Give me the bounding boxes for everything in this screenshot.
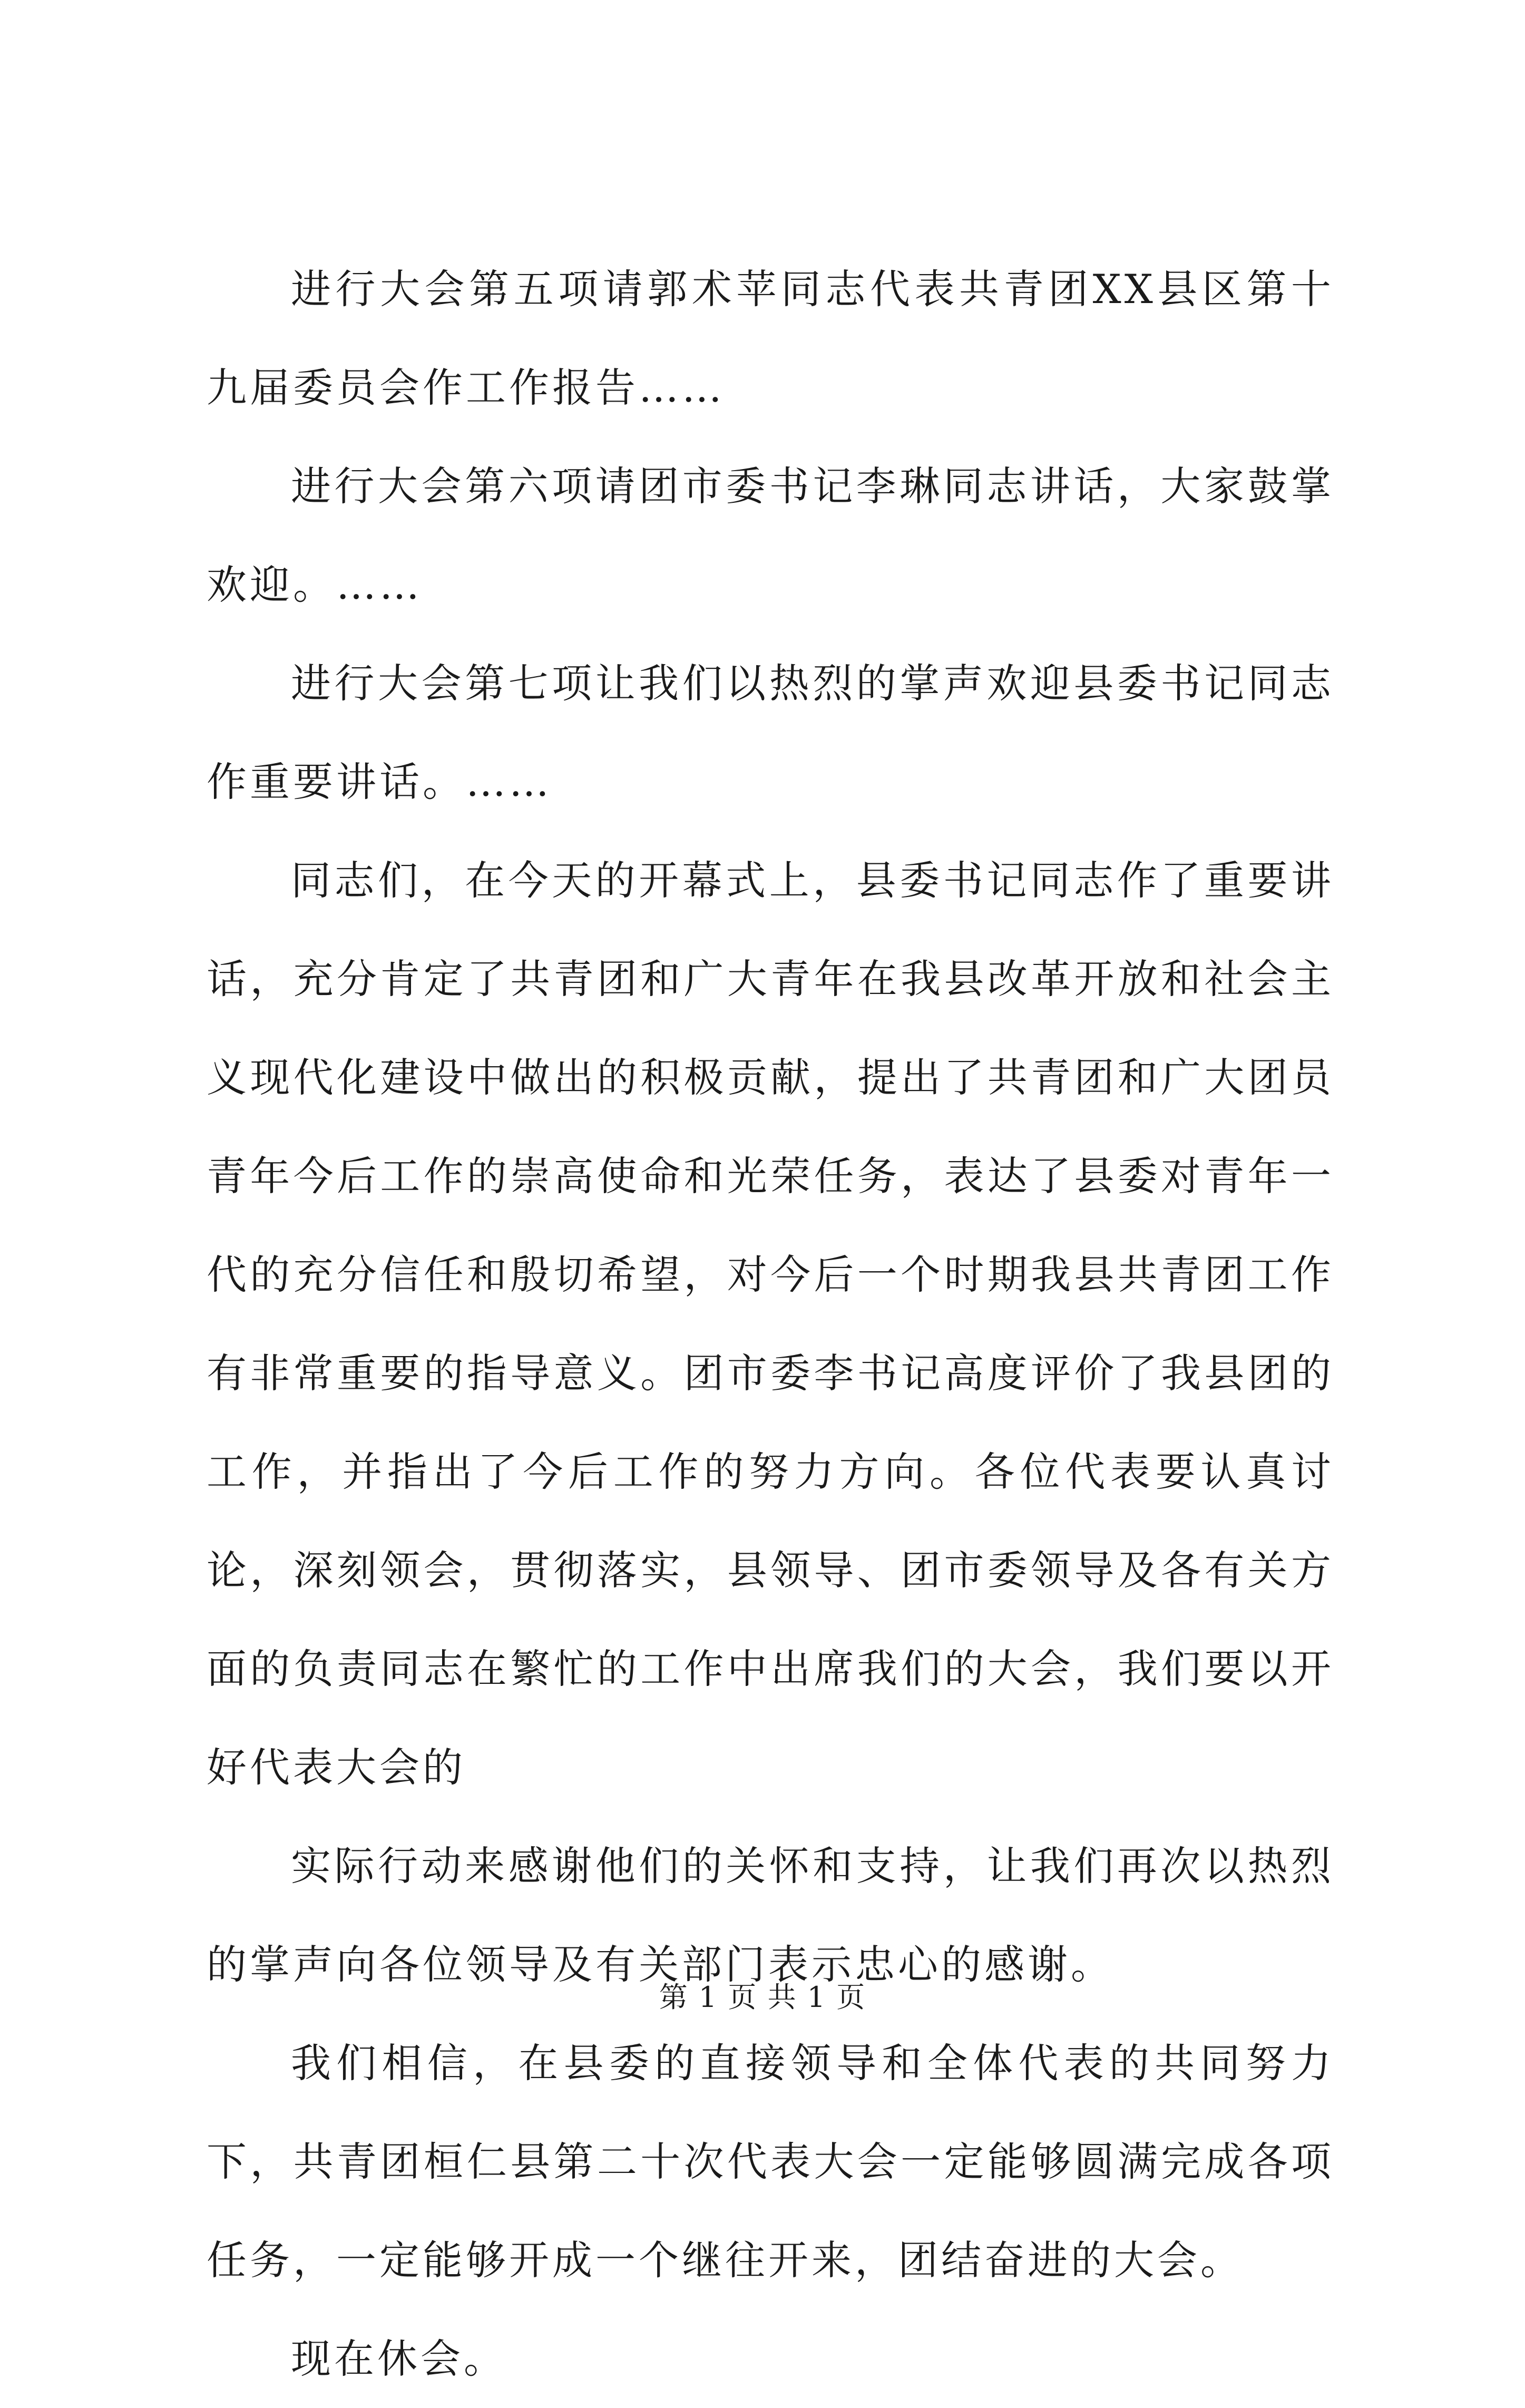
paragraph-item-6: 进行大会第六项请团市委书记李琳同志讲话，大家鼓掌欢迎。…… [207, 463, 1334, 608]
paragraph-thanks: 实际行动来感谢他们的关怀和支持，让我们再次以热烈的掌声向各位领导及有关部门表示忠心的感谢。 [207, 1842, 1334, 1988]
paragraph-summary: 同志们，在今天的开幕式上，县委书记同志作了重要讲话，充分肯定了共青团和广大青年在我县改革开放和社会主义现代化建设中做出的积极贡献，提出了共青团和广大团员青年今后工作的崇高使命和光荣任务，表达了县委对青年一代的充分信任和殷切希望，对今后一个时期我县共青团工作有非常重要的指导意义。团市委李书记高度评价了我县团的工作，并指出了今后工作的努力方向。各位代表要认真讨论，深刻领会，贯彻落实，县领导、团市委领导及各有关方面的负责同志在繁忙的工作中出席我们的大会，我们要以开好代表大会的 [207, 857, 1334, 1791]
paragraph-item-7: 进行大会第七项让我们以热烈的掌声欢迎县委书记同志作重要讲话。…… [207, 660, 1334, 805]
paragraph-confidence: 我们相信，在县委的直接领导和全体代表的共同努力下，共青团桓仁县第二十次代表大会一定能够圆满完成各项任务，一定能够开成一个继往开来，团结奋进的大会。 [207, 2040, 1334, 2284]
page-footer: 第 1 页 共 1 页 [659, 1981, 866, 2014]
document-body [207, 240, 1334, 2408]
paragraph-item-5: 进行大会第五项请郭术苹同志代表共青团XX县区第十九届委员会作工作报告…… [207, 266, 1334, 411]
paragraph-adjourn: 现在休会。 [291, 2335, 507, 2382]
